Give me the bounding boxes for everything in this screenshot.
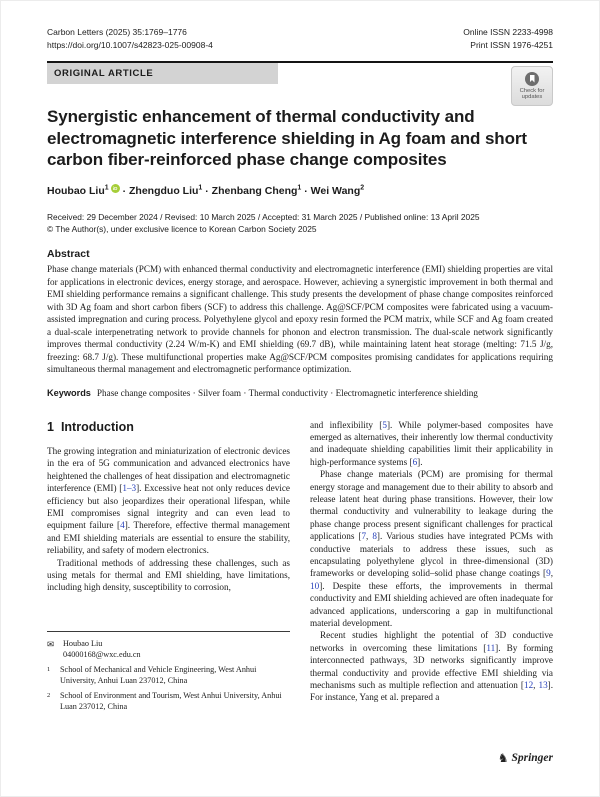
affiliation-list xyxy=(47,665,290,713)
right-column-text xyxy=(310,419,553,704)
author-name: Houbao Liu$^1$ iD xyxy=(47,185,120,197)
citation-link[interactable]: 12 xyxy=(523,680,534,691)
paragraph: and inflexibility [5]. While polymer-based composites have emerged as alternatives, their inherently low thermal conductivity and inadequate shielding capabilities limit their applicability in high-performance systems [6]. xyxy=(310,419,553,467)
check-for-updates-icon xyxy=(525,72,539,86)
paragraph: The growing integration and miniaturization of electronic devices in the era of 5G communication and advanced electronics have heightened the challenges of heat dissipation and electromagnetic interference (EMI) [1–3]. Excessive heat not only reduces device efficiency but also jeopardizes their operational lifespan, while EMI compromises signal integrity and can even lead to equipment failure [4]. Therefore, effective thermal management and EMI shielding materials are essential to ensure the stability, reliability, and safety of modern electronics. xyxy=(47,445,290,556)
received-revised-accepted-line: Received: 29 December 2024 / Revised: 10 March 2025 / Accepted: 31 March 2025 / Published online: 13 April 2025 xyxy=(47,212,480,222)
citation-link[interactable]: 4 xyxy=(120,520,125,531)
author-name: Wei Wang$^2$ xyxy=(310,184,365,197)
left-column-text xyxy=(47,445,290,594)
citation-link[interactable]: 11 xyxy=(486,642,496,653)
corresponding-author-name: Houbao Liu xyxy=(63,638,103,648)
publisher-footer xyxy=(498,752,553,764)
citation-link[interactable]: 5 xyxy=(382,419,387,430)
print-issn: Print ISSN 1976-4251 xyxy=(470,40,553,50)
springer-logo-icon: ♞ xyxy=(497,751,509,765)
correspondence-block xyxy=(47,639,290,661)
abstract-body: Phase change materials (PCM) with enhanced thermal conductivity and electromagnetic interference (EMI) shielding properties are vital for applications in electronic devices, energy storage, and aerospace. However, achieving a synergistic improvement in both thermal and EMI shielding performance remains a significant challenge. This study presents the development of phase change composites reinforced with 3D Ag foam and short carbon fibers (SCF) to address this challenge. Ag@SCF/PCM composites were fabricated using a vacuum-assisted impregnation and curing process. Polyethylene glycol and epoxy resin formed the PCM matrix, while SCF and Ag foam created a dual-scale interpenetrating network to provide channels for phonon and electron transmission. The dual-scale network significantly improves thermal conductivity (2.24 W/m-K) and EMI shielding (69.7 dB), while maintaining latent heat storage (melting: 71.5 J/g, freezing: 68.7 J/g). These multifunctional properties make Ag@SCF/PCM composites promising candidates for applications requiring simultaneous thermal management and electromagnetic performance optimization. xyxy=(47,264,553,374)
column-spacer xyxy=(47,594,290,631)
page-header xyxy=(47,26,553,52)
affiliation-text: School of Environment and Tourism, West Anhui University, Anhui Luan 237012, China xyxy=(60,690,282,711)
article-type-banner xyxy=(47,61,553,84)
author-name: Zhenbang Cheng$^1$ xyxy=(211,184,302,197)
citation-link[interactable]: 10 xyxy=(310,580,320,591)
author-affiliation-sup: 1 xyxy=(297,184,302,192)
check-for-updates-badge[interactable] xyxy=(511,66,553,106)
citation-link[interactable]: 1–3 xyxy=(122,483,137,494)
author-affiliation-sup: 2 xyxy=(360,184,365,192)
publisher-name: Springer xyxy=(511,752,553,764)
journal-reference: Carbon Letters (2025) 35:1769–1776 xyxy=(47,27,187,37)
keywords-label: Keywords xyxy=(47,387,91,398)
paragraph: Traditional methods of addressing these challenges, such as using metals for thermal and EMI shielding, have limitations, including high density, susceptibility to corrosion, xyxy=(47,557,290,593)
footnote-block xyxy=(47,631,290,713)
author-separator: · xyxy=(202,185,212,197)
author-separator: · xyxy=(301,185,311,197)
citation-link[interactable]: 9 xyxy=(546,568,551,579)
footnote-divider xyxy=(47,631,290,632)
affiliation xyxy=(47,691,290,713)
author-list xyxy=(47,184,553,198)
author-name: Zhengduo Liu$^1$ xyxy=(129,184,203,197)
body-columns xyxy=(47,419,553,713)
affiliation-number: 2 xyxy=(47,691,51,699)
citation-link[interactable]: 13 xyxy=(538,680,548,691)
email-icon: ✉ xyxy=(47,638,55,649)
check-for-updates-text: Check for updates xyxy=(519,87,545,100)
keywords-line xyxy=(47,388,553,398)
citation-link[interactable]: 6 xyxy=(412,456,418,467)
affiliation xyxy=(47,665,290,687)
author-affiliation-sup: 1 xyxy=(104,184,109,192)
citation-link[interactable]: 8 xyxy=(372,531,377,542)
author-affiliation-sup: 1 xyxy=(198,184,203,192)
paragraph: Recent studies highlight the potential of 3D conductive networks in overcoming these limitations [11]. By forming interconnected pathways, 3D networks significantly improve thermal conductivity and provide effective EMI shielding via mechanisms such as multiple reflection and attenuation [12, 13]. For instance, Yang et al. prepared a xyxy=(310,630,554,703)
affiliation-text: School of Mechanical and Vehicle Engineering, West Anhui University, Anhui Luan 237012, China xyxy=(60,664,257,685)
publication-history xyxy=(47,212,553,235)
doi-link[interactable]: https://doi.org/10.1007/s42823-025-00908-4 xyxy=(47,40,213,50)
section-heading-introduction xyxy=(47,421,290,433)
keywords-text: Phase change composites · Silver foam · Thermal conductivity · Electromagnetic interference shielding xyxy=(96,387,478,398)
abstract-heading: Abstract xyxy=(47,248,90,260)
online-issn: Online ISSN 2233-4998 xyxy=(463,27,553,37)
affiliation-number: 1 xyxy=(47,665,51,673)
section-title: Introduction xyxy=(60,419,134,434)
author-separator: · xyxy=(119,185,129,197)
paragraph: Phase change materials (PCM) are promising for thermal energy storage and management due to their ability to absorb and release latent heat during phase transitions. However, their low thermal conductivity and vulnerability to leakage during the phase change process present significant challenges for practical applications [7, 8]. Various studies have integrated PCMs with conductive materials to address these issues, such as encapsulating polyethylene glycol in three-dimensional (3D) frameworks or developing solid–solid phase change coatings [9, 10]. Despite these efforts, the improvements in thermal conductivity and EMI shielding achieved are often inadequate for advanced applications, underscoring a gap in multifunctional material development. xyxy=(310,469,553,628)
right-column xyxy=(310,419,553,713)
article-title: Synergistic enhancement of thermal conductivity and electromagnetic interference shielding in Ag foam and short carbon fiber-reinforced phase change composites xyxy=(47,107,527,169)
copyright-line: © The Author(s), under exclusive licence to Korean Carbon Society 2025 xyxy=(47,223,317,234)
left-column xyxy=(47,419,290,713)
section-number: 1 xyxy=(47,419,54,434)
corresponding-author-email[interactable]: 04000168@wxc.edu.cn xyxy=(63,649,141,659)
abstract-section xyxy=(47,248,553,376)
article-type-label: ORIGINAL ARTICLE xyxy=(47,63,278,84)
orcid-icon[interactable]: iD xyxy=(111,184,120,193)
citation-link[interactable]: 7 xyxy=(361,531,367,542)
